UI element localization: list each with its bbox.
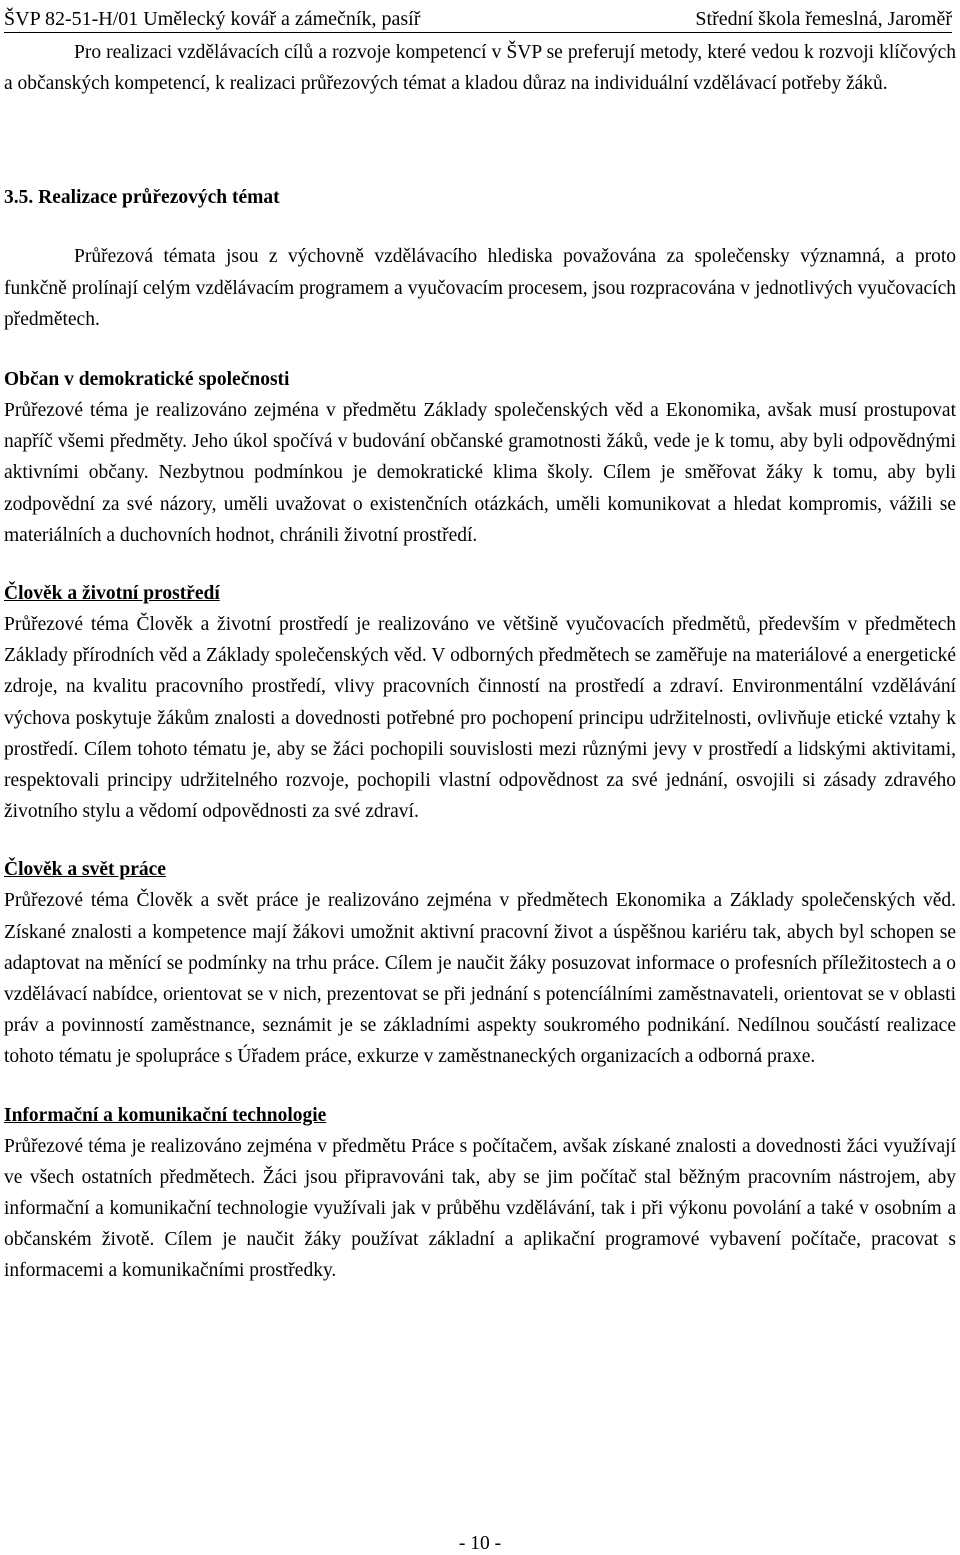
topic-paragraph-ict: Průřezové téma je realizováno zejména v předmětu Práce s počítačem, avšak získané znalosti a dovednosti žáci využívají ve všech ostatních předmětech. Žáci jsou připravováni tak, aby se jim počítač stal běžným pracovním nástrojem, aby informační a komunikační technologie využívali jak v průběhu vzdělávání, tak i při výkonu povolání a také v osobním a občanském životě. Cílem je naučit žáky používat základní a aplikační programové vybavení počítače, pracovat s informacemi a komunikačními prostředky. (4, 1135, 956, 1282)
section-heading: 3.5. Realizace průřezových témat (4, 187, 280, 209)
topic-heading-citizen: Občan v demokratické společnosti (4, 369, 290, 391)
intro-paragraph: Pro realizaci vzdělávacích cílů a rozvoje kompetencí v ŠVP se preferují metody, které vedou k rozvoji klíčových a občanských kompetencí, k realizaci průřezových témat a kladou důraz na individuální vzdělávací potřeby žáků. (4, 42, 956, 95)
topic-paragraph-citizen: Průřezové téma je realizováno zejména v předmětu Základy společenských věd a Ekonomika, avšak musí prostupovat napříč všemi předměty. Jeho úkol spočívá v budování občanské gramotnosti žáků, vede je k tomu, aby byli odpovědnými aktivními občany. Nezbytnou podmínkou je demokratické klima školy. Cílem je směřovat žáky k tomu, aby byli zodpovědní za své názory, uměli uvažovat o existenčních otázkách, uměli komunikovat a hledat kompromis, vážili se materiálních a duchovních hodnot, chránili životní prostředí. (4, 400, 956, 546)
page-header (4, 4, 952, 33)
topic-heading-ict: Informační a komunikační technologie (4, 1104, 327, 1126)
topic-heading-environment: Člověk a životní prostředí (4, 583, 220, 605)
header-document-title: ŠVP 82-51-H/01 Umělecký kovář a zámečník, pasíř (4, 8, 421, 30)
page-number: - 10 - (458, 1533, 502, 1554)
header-school-name: Střední škola řemeslná, Jaroměř (695, 8, 952, 30)
topic-paragraph-environment: Průřezové téma Člověk a životní prostředí je realizováno ve většině vyučovacích předmětů, především v předmětech Základy přírodních věd a Základy společenských věd. V odborných předmětech se zaměřuje na materiálové a energetické zdroje, na kvalitu pracovního prostředí, vlivy pracovních činností na prostředí a zdraví. Environmentální vzdělávání výchova poskytuje žákům znalosti a dovednosti potřebné pro pochopení principu udržitelnosti, ovlivňuje etické vztahy k prostředí. Cílem tohoto tématu je, aby se žáci pochopili souvislosti mezi různými jevy v prostředí a lidskými aktivitami, respektovali principy udržitelného rozvoje, pochopili vlastní odpovědnost za své jednání, osvojili si zásady zdravého životního stylu a vědomí odpovědnosti za své zdraví. (4, 614, 956, 823)
section-lead-paragraph: Průřezová témata jsou z výchovně vzdělávacího hlediska považována za společensky významná, a proto funkčně prolínají celým vzdělávacím programem a vyučovacím procesem, jsou rozpracována v jednotlivých vyučovacích předmětech. (4, 246, 956, 330)
topic-paragraph-work: Průřezové téma Člověk a svět práce je realizováno zejména v předmětech Ekonomika a Základy společenských věd. Získané znalosti a kompetence mají žákovi umožnit aktivní pracovní život a úspěšnou kariéru tak, abych byl schopen se adaptovat na měnící se podmínky na trhu práce. Cílem je naučit žáky posuzovat informace o profesních příležitostech a o vzdělávací nabídce, orientovat se v nich, prezentovat se při jednání s potencíálními zaměstnavateli, orientovat se v oblasti práv a povinností zaměstnance, seznámit je se základními aspekty soukromého podnikání. Nedílnou součástí realizace tohoto tématu je spolupráce s Úřadem práce, exkurze v zaměstnaneckých organizacích a odborná praxe. (4, 890, 956, 1068)
document-body (4, 33, 956, 1287)
topic-heading-work: Člověk a svět práce (4, 859, 166, 881)
